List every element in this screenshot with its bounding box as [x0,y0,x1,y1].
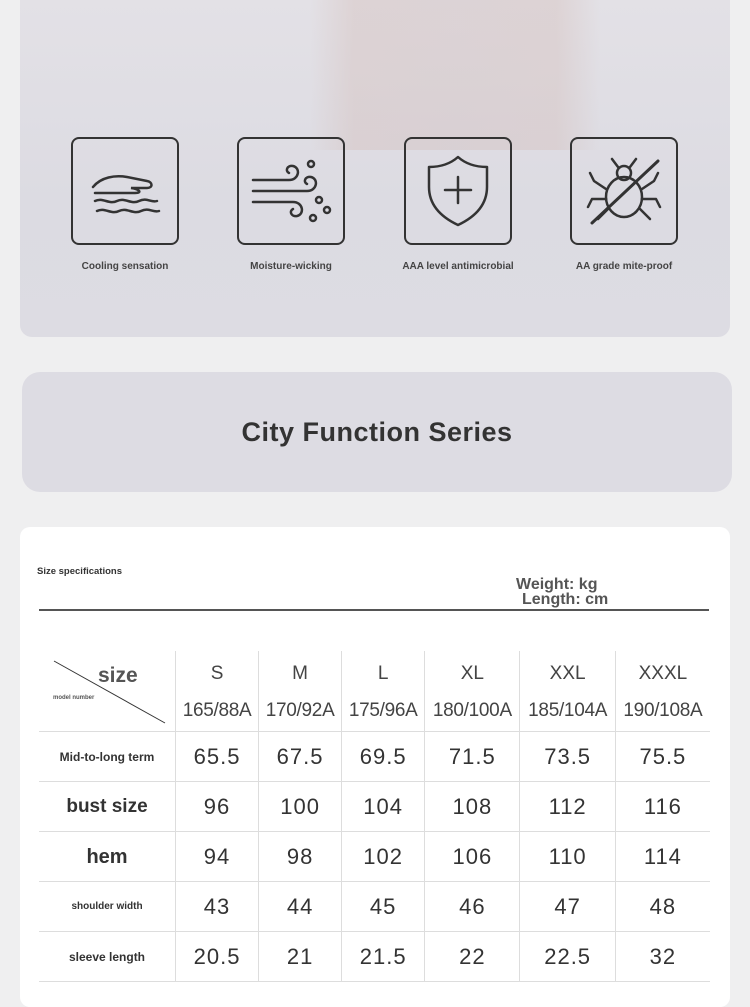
table-cell: 22.5 [520,932,615,982]
row-label: sleeve length [39,932,176,982]
row-label: hem [39,832,176,882]
table-cell: 100 [259,782,342,832]
table-cell: 67.5 [259,732,342,782]
corner-cell [39,651,176,732]
row-label: Mid-to-long term [39,732,176,782]
shield-plus-icon [404,137,512,245]
feature-label: AAA level antimicrobial [402,261,514,272]
table-cell: 98 [259,832,342,882]
table-row [39,782,710,832]
table-cell: 96 [176,782,259,832]
units-legend [516,577,608,607]
table-header-row [39,651,710,732]
table-row [39,932,710,982]
feature-label: Moisture-wicking [250,261,332,272]
title-rule [39,609,709,611]
table-cell: 65.5 [176,732,259,782]
diagonal-line [39,651,175,731]
feature-antimicrobial [373,137,543,272]
table-row [39,882,710,932]
table-cell: 112 [520,782,615,832]
table-cell: 32 [615,932,710,982]
table-cell: 102 [342,832,425,882]
table-cell: 110 [520,832,615,882]
table-cell: 114 [615,832,710,882]
table-cell: 94 [176,832,259,882]
size-header-cell: XL 180/100A [425,651,520,732]
size-chart-card [20,527,730,1007]
feature-cooling [40,137,210,272]
table-cell: 108 [425,782,520,832]
size-header-cell: L 175/96A [342,651,425,732]
table-cell: 21.5 [342,932,425,982]
product-photo-legs [310,0,600,150]
size-header-cell: XXL 185/104A [520,651,615,732]
table-cell: 45 [342,882,425,932]
cooling-hand-icon [71,137,179,245]
series-banner [22,372,732,492]
table-cell: 20.5 [176,932,259,982]
table-cell: 69.5 [342,732,425,782]
size-header-cell: XXXL 190/108A [615,651,710,732]
row-label: bust size [39,782,176,832]
size-header-cell: S 165/88A [176,651,259,732]
table-cell: 43 [176,882,259,932]
size-chart-title: Size specifications [37,566,123,577]
feature-panel [20,0,730,337]
feature-mite-proof [539,137,709,272]
weight-unit: Weight: kg [516,576,598,593]
table-cell: 22 [425,932,520,982]
table-cell: 47 [520,882,615,932]
table-cell: 104 [342,782,425,832]
table-row [39,832,710,882]
table-cell: 116 [615,782,710,832]
table-cell: 21 [259,932,342,982]
table-cell: 46 [425,882,520,932]
feature-label: AA grade mite-proof [575,261,673,272]
table-cell: 75.5 [615,732,710,782]
table-cell: 106 [425,832,520,882]
corner-size-label: size [98,664,138,687]
size-table [39,651,710,982]
feature-moisture [206,137,376,272]
table-cell: 44 [259,882,342,932]
size-header-cell: M 170/92A [259,651,342,732]
row-label: shoulder width [39,882,176,932]
feature-label: Cooling sensation [81,261,169,272]
length-unit: Length: cm [522,591,609,608]
table-row [39,732,710,782]
table-cell: 71.5 [425,732,520,782]
table-cell: 48 [615,882,710,932]
series-title: City Function Series [241,416,513,447]
wind-icon [237,137,345,245]
corner-model-label: model number [53,695,95,701]
table-cell: 73.5 [520,732,615,782]
no-mite-icon [570,137,678,245]
